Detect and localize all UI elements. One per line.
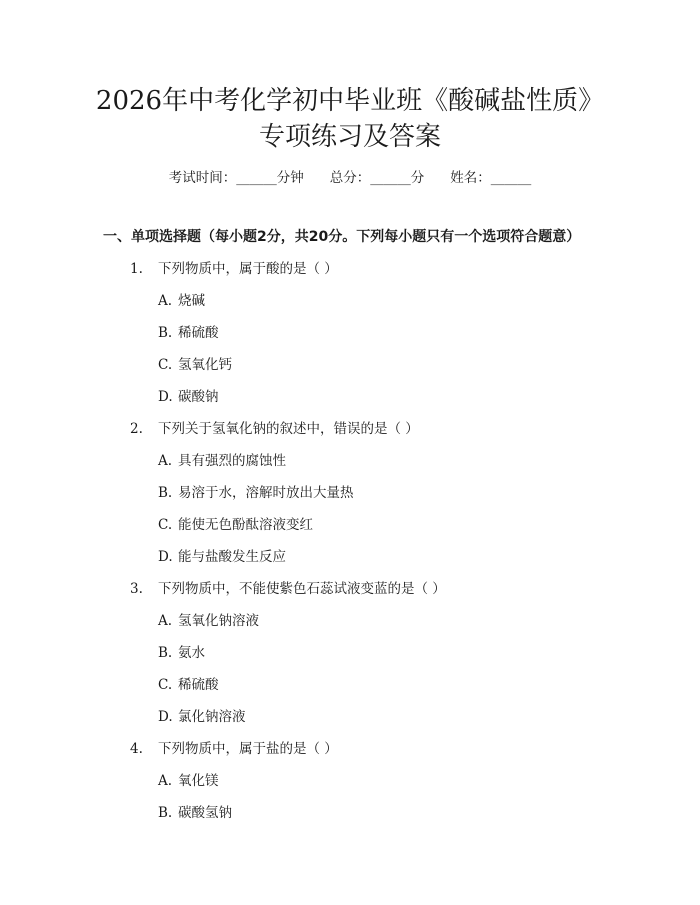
option-text: 烧碱 [178, 293, 205, 309]
option [158, 803, 232, 823]
student-name: 姓名：______ [450, 170, 532, 186]
option [158, 771, 219, 791]
question [130, 579, 446, 599]
option-letter: B. [158, 325, 173, 341]
question-number: 3. [130, 581, 143, 597]
option-text: 易溶于水，溶解时放出大量热 [178, 485, 354, 501]
exam-meta [0, 168, 700, 188]
option-letter: B. [158, 485, 173, 501]
option-letter: D. [158, 389, 173, 405]
option-text: 稀硫酸 [178, 325, 219, 341]
option-text: 氨水 [178, 645, 205, 661]
option-text: 氯化钠溶液 [178, 709, 246, 725]
option [158, 451, 286, 471]
option [158, 547, 286, 567]
option [158, 643, 205, 663]
option-letter: B. [158, 805, 173, 821]
document-title-line2: 专项练习及答案 [258, 122, 441, 152]
option-letter: D. [158, 709, 173, 725]
option [158, 323, 219, 343]
question-number: 4. [130, 741, 143, 757]
option-letter: C. [158, 677, 173, 693]
question-text: 下列物质中，不能使紫色石蕊试液变蓝的是（ ） [158, 581, 446, 597]
option-letter: D. [158, 549, 173, 565]
section-heading: 一、单项选择题（每小题2分，共20分。下列每小题只有一个选项符合题意） [103, 229, 581, 245]
question [130, 739, 338, 759]
option [158, 355, 232, 375]
option-text: 氢氧化钙 [178, 357, 232, 373]
option [158, 675, 219, 695]
option-letter: C. [158, 357, 173, 373]
option [158, 387, 219, 407]
option-text: 稀硫酸 [178, 677, 219, 693]
question [130, 259, 338, 279]
exam-time: 考试时间：______分钟 [168, 170, 304, 186]
question-text: 下列物质中，属于盐的是（ ） [158, 741, 338, 757]
option-text: 能与盐酸发生反应 [178, 549, 286, 565]
option [158, 291, 205, 311]
option-text: 具有强烈的腐蚀性 [178, 453, 286, 469]
option-letter: B. [158, 645, 173, 661]
option-letter: A. [158, 773, 173, 789]
option-letter: A. [158, 453, 173, 469]
question-number: 1. [130, 261, 143, 277]
total-score: 总分：______分 [329, 170, 425, 186]
question-number: 2. [130, 421, 143, 437]
option-text: 能使无色酚酞溶液变红 [178, 517, 313, 533]
option [158, 707, 246, 727]
option-text: 碳酸氢钠 [178, 805, 232, 821]
option-letter: C. [158, 517, 173, 533]
option [158, 483, 354, 503]
option-letter: A. [158, 293, 173, 309]
document-title-line1: 2026年中考化学初中毕业班《酸碱盐性质》 [95, 86, 605, 116]
question-text: 下列物质中，属于酸的是（ ） [158, 261, 338, 277]
option-text: 氧化镁 [178, 773, 219, 789]
question-text: 下列关于氢氧化钠的叙述中，错误的是（ ） [158, 421, 419, 437]
question [130, 419, 419, 439]
option-letter: A. [158, 613, 173, 629]
option [158, 611, 259, 631]
option-text: 氢氧化钠溶液 [178, 613, 259, 629]
option [158, 515, 313, 535]
option-text: 碳酸钠 [178, 389, 219, 405]
